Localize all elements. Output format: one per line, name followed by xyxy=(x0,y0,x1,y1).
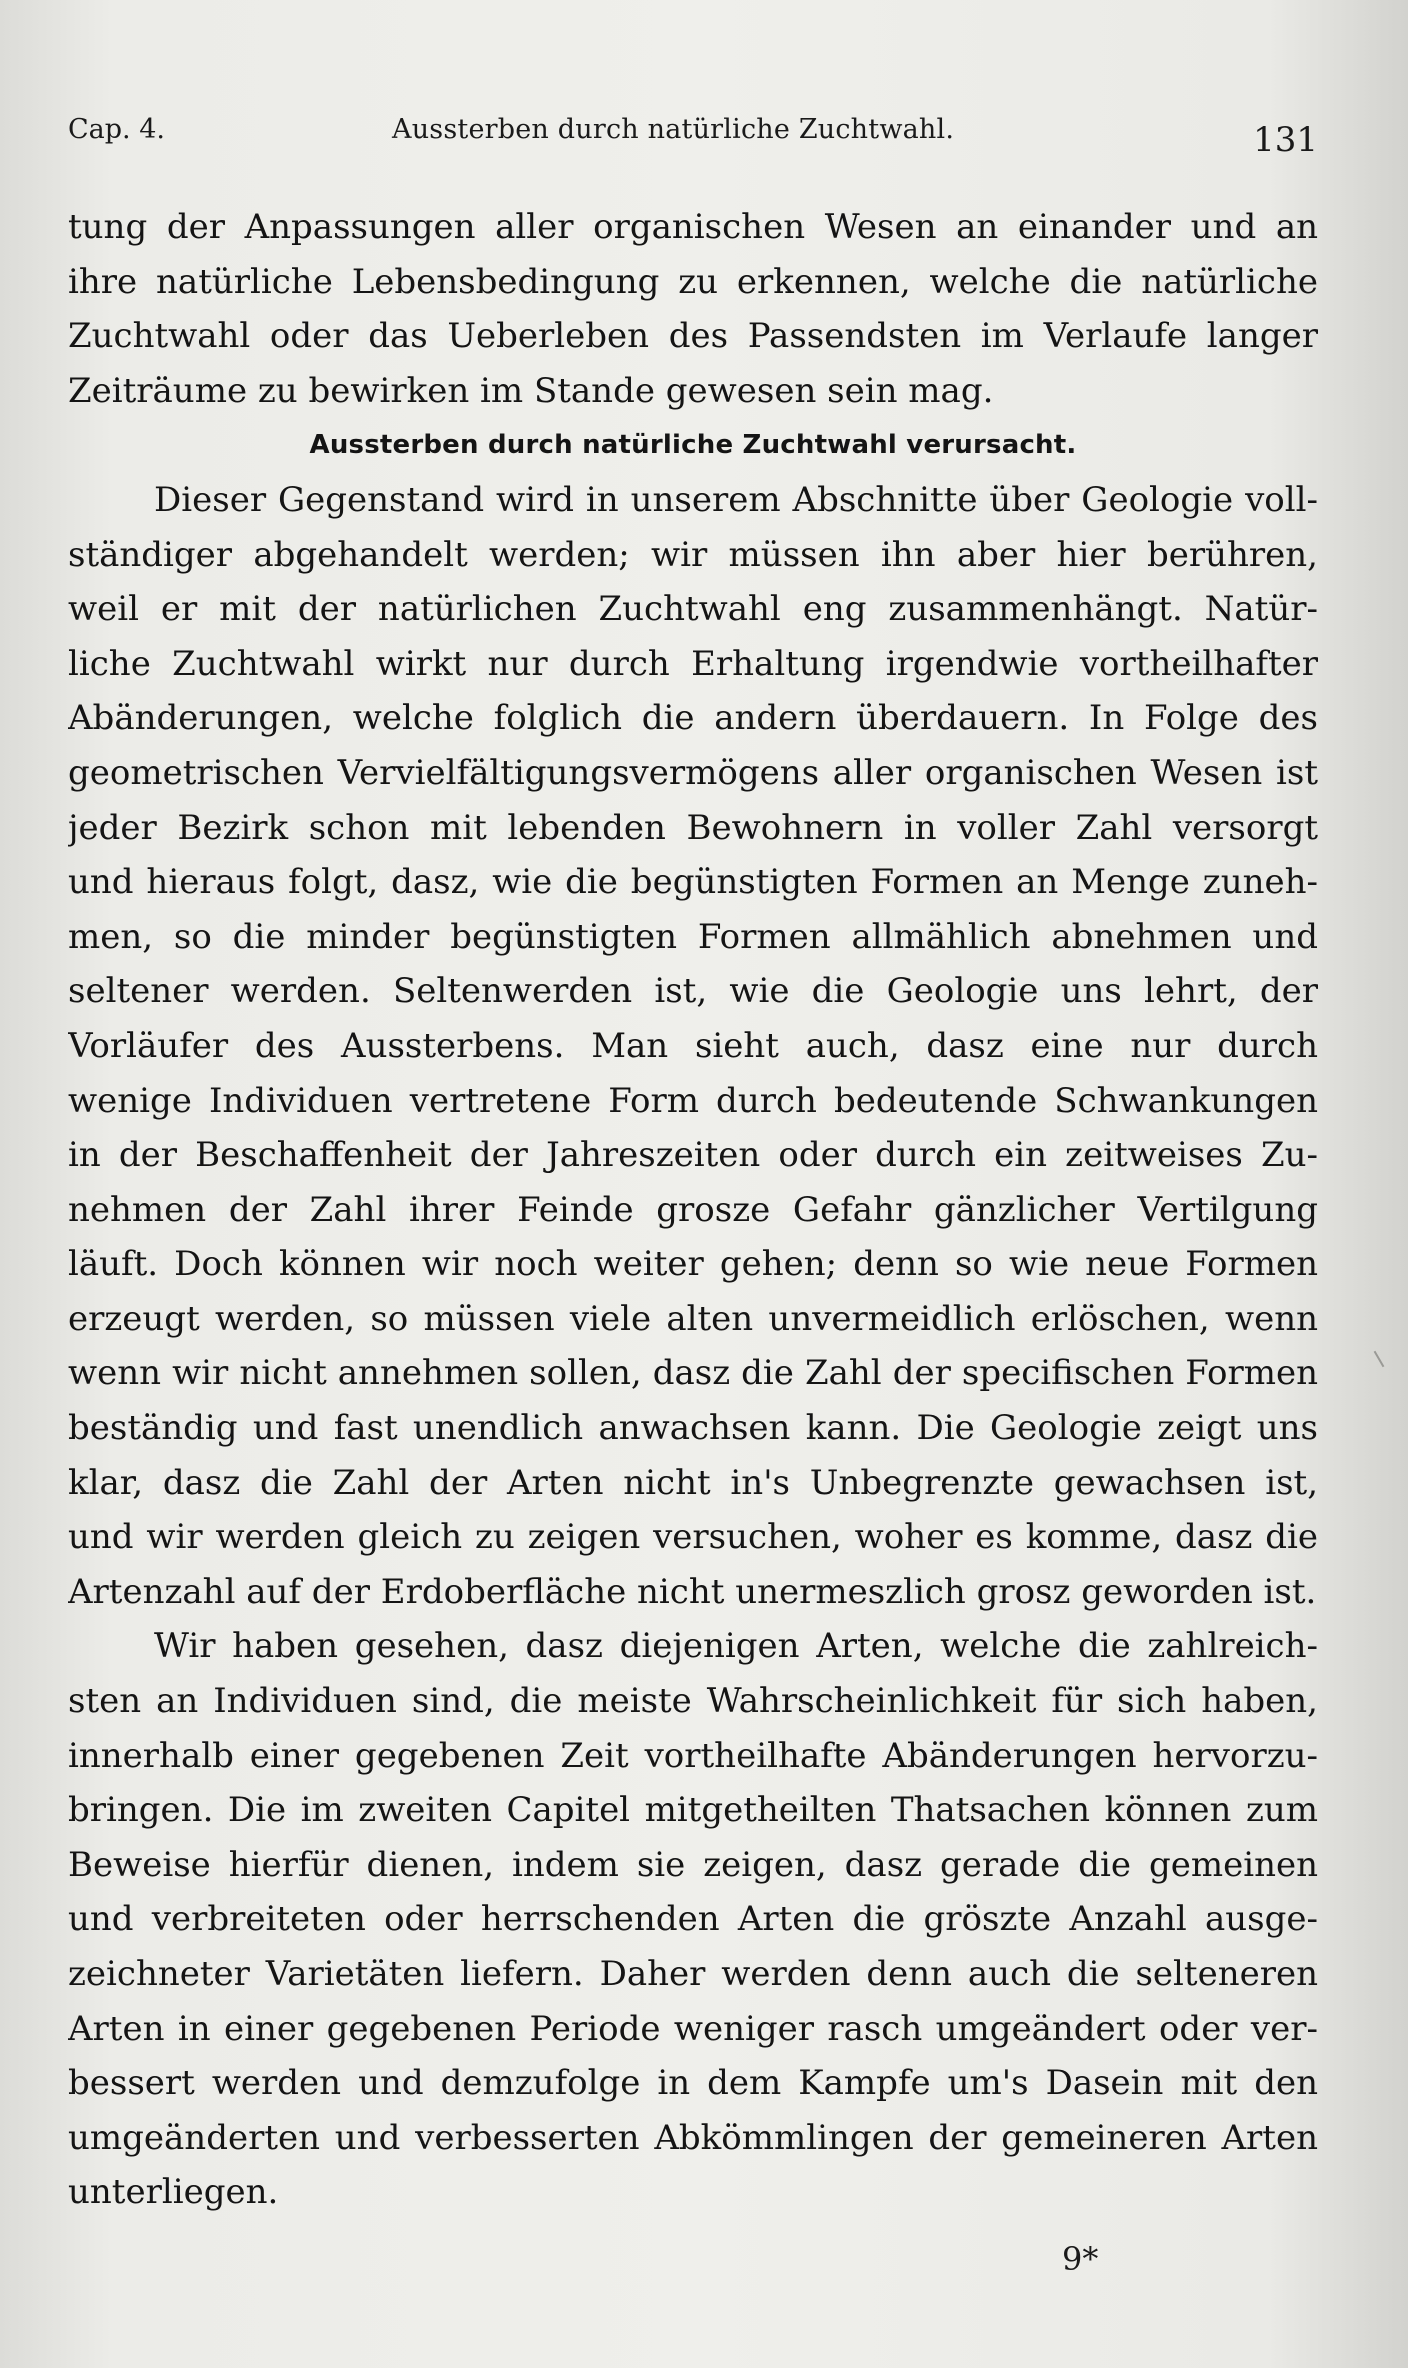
text-line: Artenzahl auf der Erdoberfläche nicht unermeszlich grosz geworden ist. xyxy=(68,1571,1317,1612)
text-line: unterliegen. xyxy=(68,2172,279,2213)
text-line: Arten in einer gegebenen Periode weniger rasch umgeändert oder ver- xyxy=(68,2008,1318,2049)
text-line: umgeänderten und verbesserten Abkömmlingen der gemeineren Arten xyxy=(68,2117,1318,2158)
running-title: Aussterben durch natürliche Zuchtwahl. xyxy=(392,114,955,145)
text-line: seltener werden. Seltenwerden ist, wie die Geologie uns lehrt, der xyxy=(68,971,1318,1012)
text-line: jeder Bezirk schon mit lebenden Bewohnern in voller Zahl versorgt xyxy=(68,807,1318,848)
text-line: sten an Individuen sind, die meiste Wahrscheinlichkeit für sich haben, xyxy=(68,1681,1318,1722)
text-line: in der Beschaffenheit der Jahreszeiten oder durch ein zeitweises Zu- xyxy=(68,1135,1318,1176)
text-line: nehmen der Zahl ihrer Feinde grosze Gefahr gänzlicher Vertilgung xyxy=(68,1189,1318,1230)
text-line: und hieraus folgt, dasz, wie die begünstigten Formen an Menge zuneh- xyxy=(68,862,1318,903)
page-number: 131 xyxy=(1253,120,1318,160)
text-line: tung der Anpassungen aller organischen Wesen an einander und an xyxy=(68,207,1318,247)
text-line: innerhalb einer gegebenen Zeit vortheilhafte Abänderungen hervorzu- xyxy=(68,1735,1318,1776)
margin-mark xyxy=(1374,1351,1385,1368)
text-line: Vorläufer des Aussterbens. Man sieht auch, dasz eine nur durch xyxy=(68,1025,1318,1066)
text-line: ihre natürliche Lebensbedingung zu erkennen, welche die natürliche xyxy=(68,261,1318,302)
text-line: erzeugt werden, so müssen viele alten unvermeidlich erlöschen, wenn xyxy=(68,1298,1318,1339)
text-line: ständiger abgehandelt werden; wir müssen ihn aber hier berühren, xyxy=(68,534,1318,575)
text-line: Dieser Gegenstand wird in unserem Abschnitte über Geologie voll- xyxy=(154,479,1318,520)
text-line: bessert werden und demzufolge in dem Kampfe um's Dasein mit den xyxy=(68,2063,1318,2104)
section-heading: Aussterben durch natürliche Zuchtwahl verursacht. xyxy=(309,430,1077,461)
text-line: Abänderungen, welche folglich die andern überdauern. In Folge des xyxy=(68,698,1318,739)
text-line: läuft. Doch können wir noch weiter gehen; denn so wie neue Formen xyxy=(68,1244,1318,1285)
text-line: wenige Individuen vertretene Form durch bedeutende Schwankungen xyxy=(68,1080,1318,1121)
chapter-label: Cap. 4. xyxy=(68,114,165,145)
text-line: klar, dasz die Zahl der Arten nicht in's Unbegrenzte gewachsen ist, xyxy=(68,1462,1318,1503)
text-line: wenn wir nicht annehmen sollen, dasz die Zahl der specifischen Formen xyxy=(68,1353,1318,1394)
text-line: Zuchtwahl oder das Ueberleben des Passendsten im Verlaufe langer xyxy=(68,316,1318,357)
text-line: liche Zuchtwahl wirkt nur durch Erhaltung irgendwie vortheilhafter xyxy=(68,643,1318,684)
text-line: beständig und fast unendlich anwachsen kann. Die Geologie zeigt uns xyxy=(68,1408,1318,1449)
text-line: und wir werden gleich zu zeigen versuchen, woher es komme, dasz die xyxy=(68,1517,1318,1558)
text-line: Zeiträume zu bewirken im Stande gewesen sein mag. xyxy=(68,370,994,411)
text-line: bringen. Die im zweiten Capitel mitgetheilten Thatsachen können zum xyxy=(68,1790,1318,1831)
text-line: und verbreiteten oder herrschenden Arten die gröszte Anzahl ausge- xyxy=(68,1899,1318,1940)
text-line: men, so die minder begünstigten Formen allmählich abnehmen und xyxy=(68,916,1318,957)
body-text xyxy=(68,200,1318,2220)
text-line: Wir haben gesehen, dasz diejenigen Arten, welche die zahlreich- xyxy=(154,1626,1318,1667)
running-head xyxy=(68,108,1318,168)
text-line: Beweise hierfür dienen, indem sie zeigen, dasz gerade die gemeinen xyxy=(68,1844,1318,1885)
text-line: zeichneter Varietäten liefern. Daher werden denn auch die selteneren xyxy=(68,1954,1318,1994)
text-line: weil er mit der natürlichen Zuchtwahl eng zusammenhängt. Natür- xyxy=(68,589,1318,630)
signature-mark: 9* xyxy=(1062,2240,1099,2278)
text-line: geometrischen Vervielfältigungsvermögens aller organischen Wesen ist xyxy=(68,752,1318,793)
